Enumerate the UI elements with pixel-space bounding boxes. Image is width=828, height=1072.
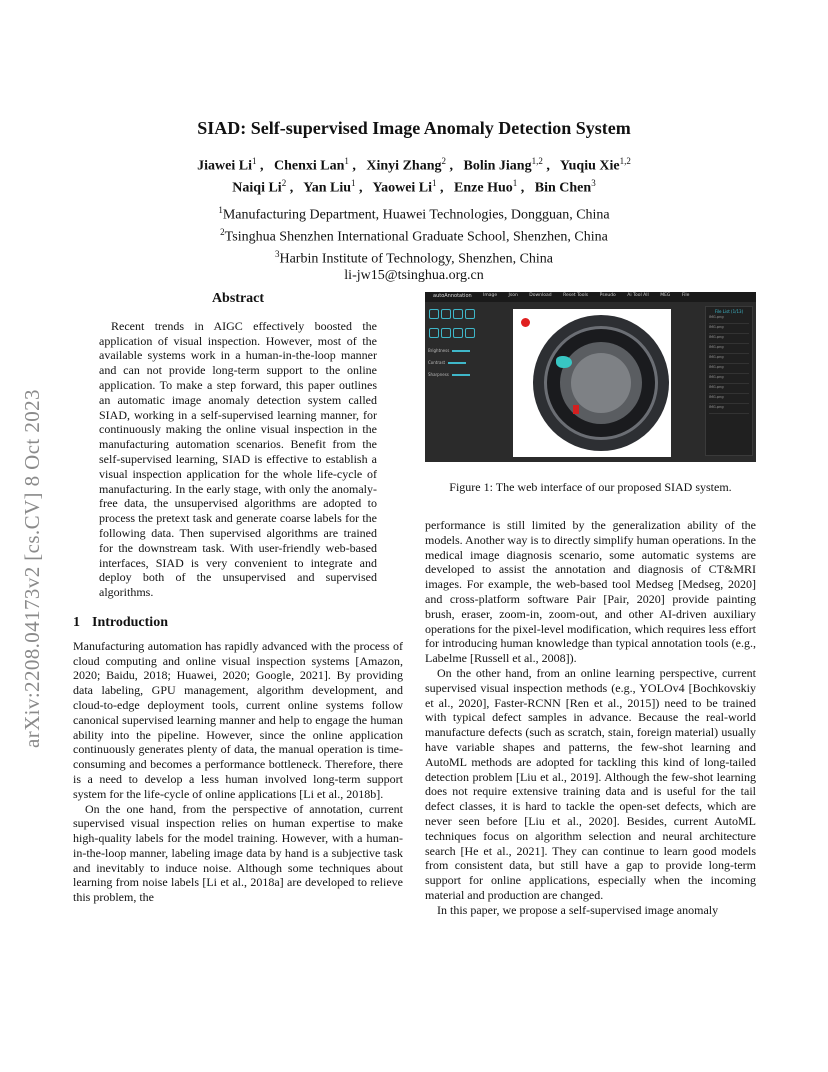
figure-menu-item: Json xyxy=(508,293,518,298)
contact-email[interactable]: li-jw15@tsinghua.org.cn xyxy=(344,268,484,284)
affiliation-list xyxy=(0,202,828,284)
author: Jiawei Li xyxy=(197,158,252,174)
product-image-core xyxy=(571,353,631,413)
figure-caption: Figure 1: The web interface of our proposed SIAD system. xyxy=(449,480,732,494)
polygon-icon xyxy=(453,309,463,319)
file-list-item: IMG.png xyxy=(709,345,749,354)
affiliation: $^3$Harbin Institute of Technology, Shenzhen, China xyxy=(274,248,554,267)
author: Yan Liu xyxy=(303,180,352,196)
figure-menu-item: File xyxy=(681,293,690,298)
slider-icon xyxy=(452,350,470,352)
figure-web-interface xyxy=(425,292,756,462)
figure-menu-item: Pseudo xyxy=(599,293,616,298)
abstract-paragraph: Recent trends in AIGC effectively boosted the application of visual inspection. However, most of the available systems work in a human-in-the-loop manner and can not provide long-term support to the online application. To make a step forward, this paper outlines an automatic image anomaly detection system called SIAD, working in a self-supervised learning manner, for continuously making the online visual inspection in the manufacturing automation scenarios. Benefit from the self-supervised learning, SIAD is effective to establish a visual inspection application for the whole life-cycle of manufacturing. In the early stage, with only the anomaly-free data, the unsupervised algorithms are adopted to process the pretext task and generate coarse labels for the following data. Then supervised algorithms are trained for the downstream task. With user-friendly web-based interfaces, SIAD is very convenient to integrate and deploy both of the unsupervised and supervised algorithms. xyxy=(99,318,377,600)
author: Enze Huo xyxy=(454,180,513,196)
figure-file-list xyxy=(705,306,753,456)
body-paragraph: performance is still limited by the generalization ability of the models. Another way is to directly simplify human operations. In the medical image diagnosis scenario, some automatic systems are developed to assist the annotation and diagnosis of CT&MRI images. For example, the web-based tool Medseg [Medseg, 2020] and cross-platform software Pair [Pair, 2020] provide painting brush, eraser, zoom-in, zoom-out, and other AI-driven auxiliary operations for the pixel-level modification, which requires less effort for introducing human knowledge than typical annotation tools (e.g., Labelme [Russell et al., 2008]). xyxy=(425,518,756,666)
slider-icon xyxy=(448,362,466,364)
section-title: Introduction xyxy=(92,614,168,630)
marker-dot-icon xyxy=(521,318,530,327)
body-paragraph: On the one hand, from the perspective of annotation, current supervised visual inspection relies on human expertise to make high-quality labels for the model training. However, with a human-in-the-loop manner, labeling image data by hand is a subjective task and inevitably to induce noise. Although some techniques about learning from noise labels [Li et al., 2018a] are developed to relieve this problem, the xyxy=(73,801,403,905)
body-paragraph: Manufacturing automation has rapidly advanced with the process of cloud computing and online visual inspection systems [Amazon, 2020; Baidu, 2018; Huawei, 2020; Google, 2021]. By providing data labeling, GPU management, algorithm development, and cloud-to-edge deployment tools, current online systems follow canonical supervised learning manner and help to engage the human ability into the pipeline. However, since the online application continuously generates plenty of data, the manual operation is time-consuming and becomes a performance bottleneck. Therefore, there is a need to develop a less human involved long-term support system for the life-cycle of online applications [Li et al., 2018b]. xyxy=(73,638,403,801)
zoom-icon xyxy=(441,328,451,338)
abstract-text xyxy=(99,319,377,600)
figure-slider-row: Contrast xyxy=(428,360,476,369)
figure-app-menu xyxy=(483,293,699,298)
figure-app-topbar xyxy=(425,292,756,302)
figure-menu-item: Image xyxy=(483,293,498,298)
file-list-item: IMG.png xyxy=(709,325,749,334)
figure-app-logo: autoAnnotation xyxy=(433,293,472,299)
section-heading xyxy=(73,616,403,631)
author-line-1: Jiawei Li$^1$ , Chenxi Lan$^1$ , Xinyi Zhang$^2$ , Bolin Jiang$^{1,2}$ , Yuqiu Xie$^{1,2}$ xyxy=(197,156,631,174)
brush-icon xyxy=(429,309,439,319)
author-list xyxy=(0,153,828,196)
figure-toolbox xyxy=(428,307,476,457)
eraser-icon xyxy=(441,309,451,319)
figure-image-canvas xyxy=(513,309,671,457)
author-line-2: Naiqi Li$^2$ , Yan Liu$^1$ , Yaowei Li$^1$ , Enze Huo$^1$ , Bin Chen$^3$ xyxy=(232,177,596,196)
affiliation: $^2$Tsinghua Shenzhen International Graduate School, Shenzhen, China xyxy=(220,226,608,245)
author: Bin Chen xyxy=(534,180,592,196)
file-list-item: IMG.png xyxy=(709,365,749,374)
body-paragraph: In this paper, we propose a self-supervised image anomaly xyxy=(437,902,719,917)
author: Yaowei Li xyxy=(372,180,433,196)
defect-annotation-cyan xyxy=(556,356,572,368)
move-icon xyxy=(453,328,463,338)
file-list-item: IMG.png xyxy=(709,355,749,364)
file-list-item: IMG.png xyxy=(709,335,749,344)
defect-annotation-red xyxy=(573,405,579,414)
author: Xinyi Zhang xyxy=(366,158,442,174)
left-column xyxy=(73,292,403,905)
author: Yuqiu Xie xyxy=(559,158,620,174)
affiliation: $^1$Manufacturing Department, Huawei Technologies, Dongguan, China xyxy=(218,205,610,223)
section-number: 1 xyxy=(73,614,80,630)
figure-menu-item: MEG xyxy=(660,293,671,298)
figure-slider-row: Sharpness xyxy=(428,372,476,381)
abstract-heading: Abstract xyxy=(211,291,265,306)
body-paragraph: On the other hand, from an online learning perspective, current supervised visual inspection methods (e.g., YOLOv4 [Bochkovskiy et al., 2020], Faster-RCNN [Ren et al., 2015]) need to be trained with typical defect samples in advance. Because the real-world manufacture defects (such as scratch, stain, foreign material) usually have variable shapes and patterns, the few-shot learning and AutoML methods are adopted for tackling this kind of long-tailed detection problem [Liu et al., 2019]. Although the few-shot learning does not require extensive training data and is useful for the tail defect classes, it is hard to tackle the open-set defects, which are never seen before [Liu et al., 2020]. Besides, current AutoML techniques focus on algorithm selection and neural architecture search [He et al., 2021]. They can continue to learn good models from consistent data, but still have a gap to provide long-term support for online applications, especially when the incoming material and production are changed. xyxy=(425,665,756,902)
author: Naiqi Li xyxy=(232,180,282,196)
author: Bolin Jiang xyxy=(463,158,532,174)
file-list-heading: File List (1/13) xyxy=(714,309,744,314)
figure-menu-item: Reset Tools xyxy=(563,293,589,298)
paper-title: SIAD: Self-supervised Image Anomaly Detection System xyxy=(197,118,631,138)
slider-icon xyxy=(452,374,470,376)
right-column xyxy=(425,518,756,918)
file-list-item: IMG.png xyxy=(709,385,749,394)
arxiv-identifier: arXiv:2208.04173v2 [cs.CV] 8 Oct 2023 xyxy=(20,389,44,748)
author: Chenxi Lan xyxy=(273,158,345,174)
file-list-item: IMG.png xyxy=(709,405,749,414)
paper-header xyxy=(0,118,828,284)
figure-slider-row: Brightness xyxy=(428,348,476,357)
figure-menu-item: Ai Tool All xyxy=(627,293,649,298)
file-list-item: IMG.png xyxy=(709,315,749,324)
undo-icon xyxy=(429,328,439,338)
grid-icon xyxy=(465,328,475,338)
figure-menu-item: Download xyxy=(529,293,552,298)
file-list-item: IMG.png xyxy=(709,395,749,404)
file-list-item: IMG.png xyxy=(709,375,749,384)
pen-icon xyxy=(465,309,475,319)
